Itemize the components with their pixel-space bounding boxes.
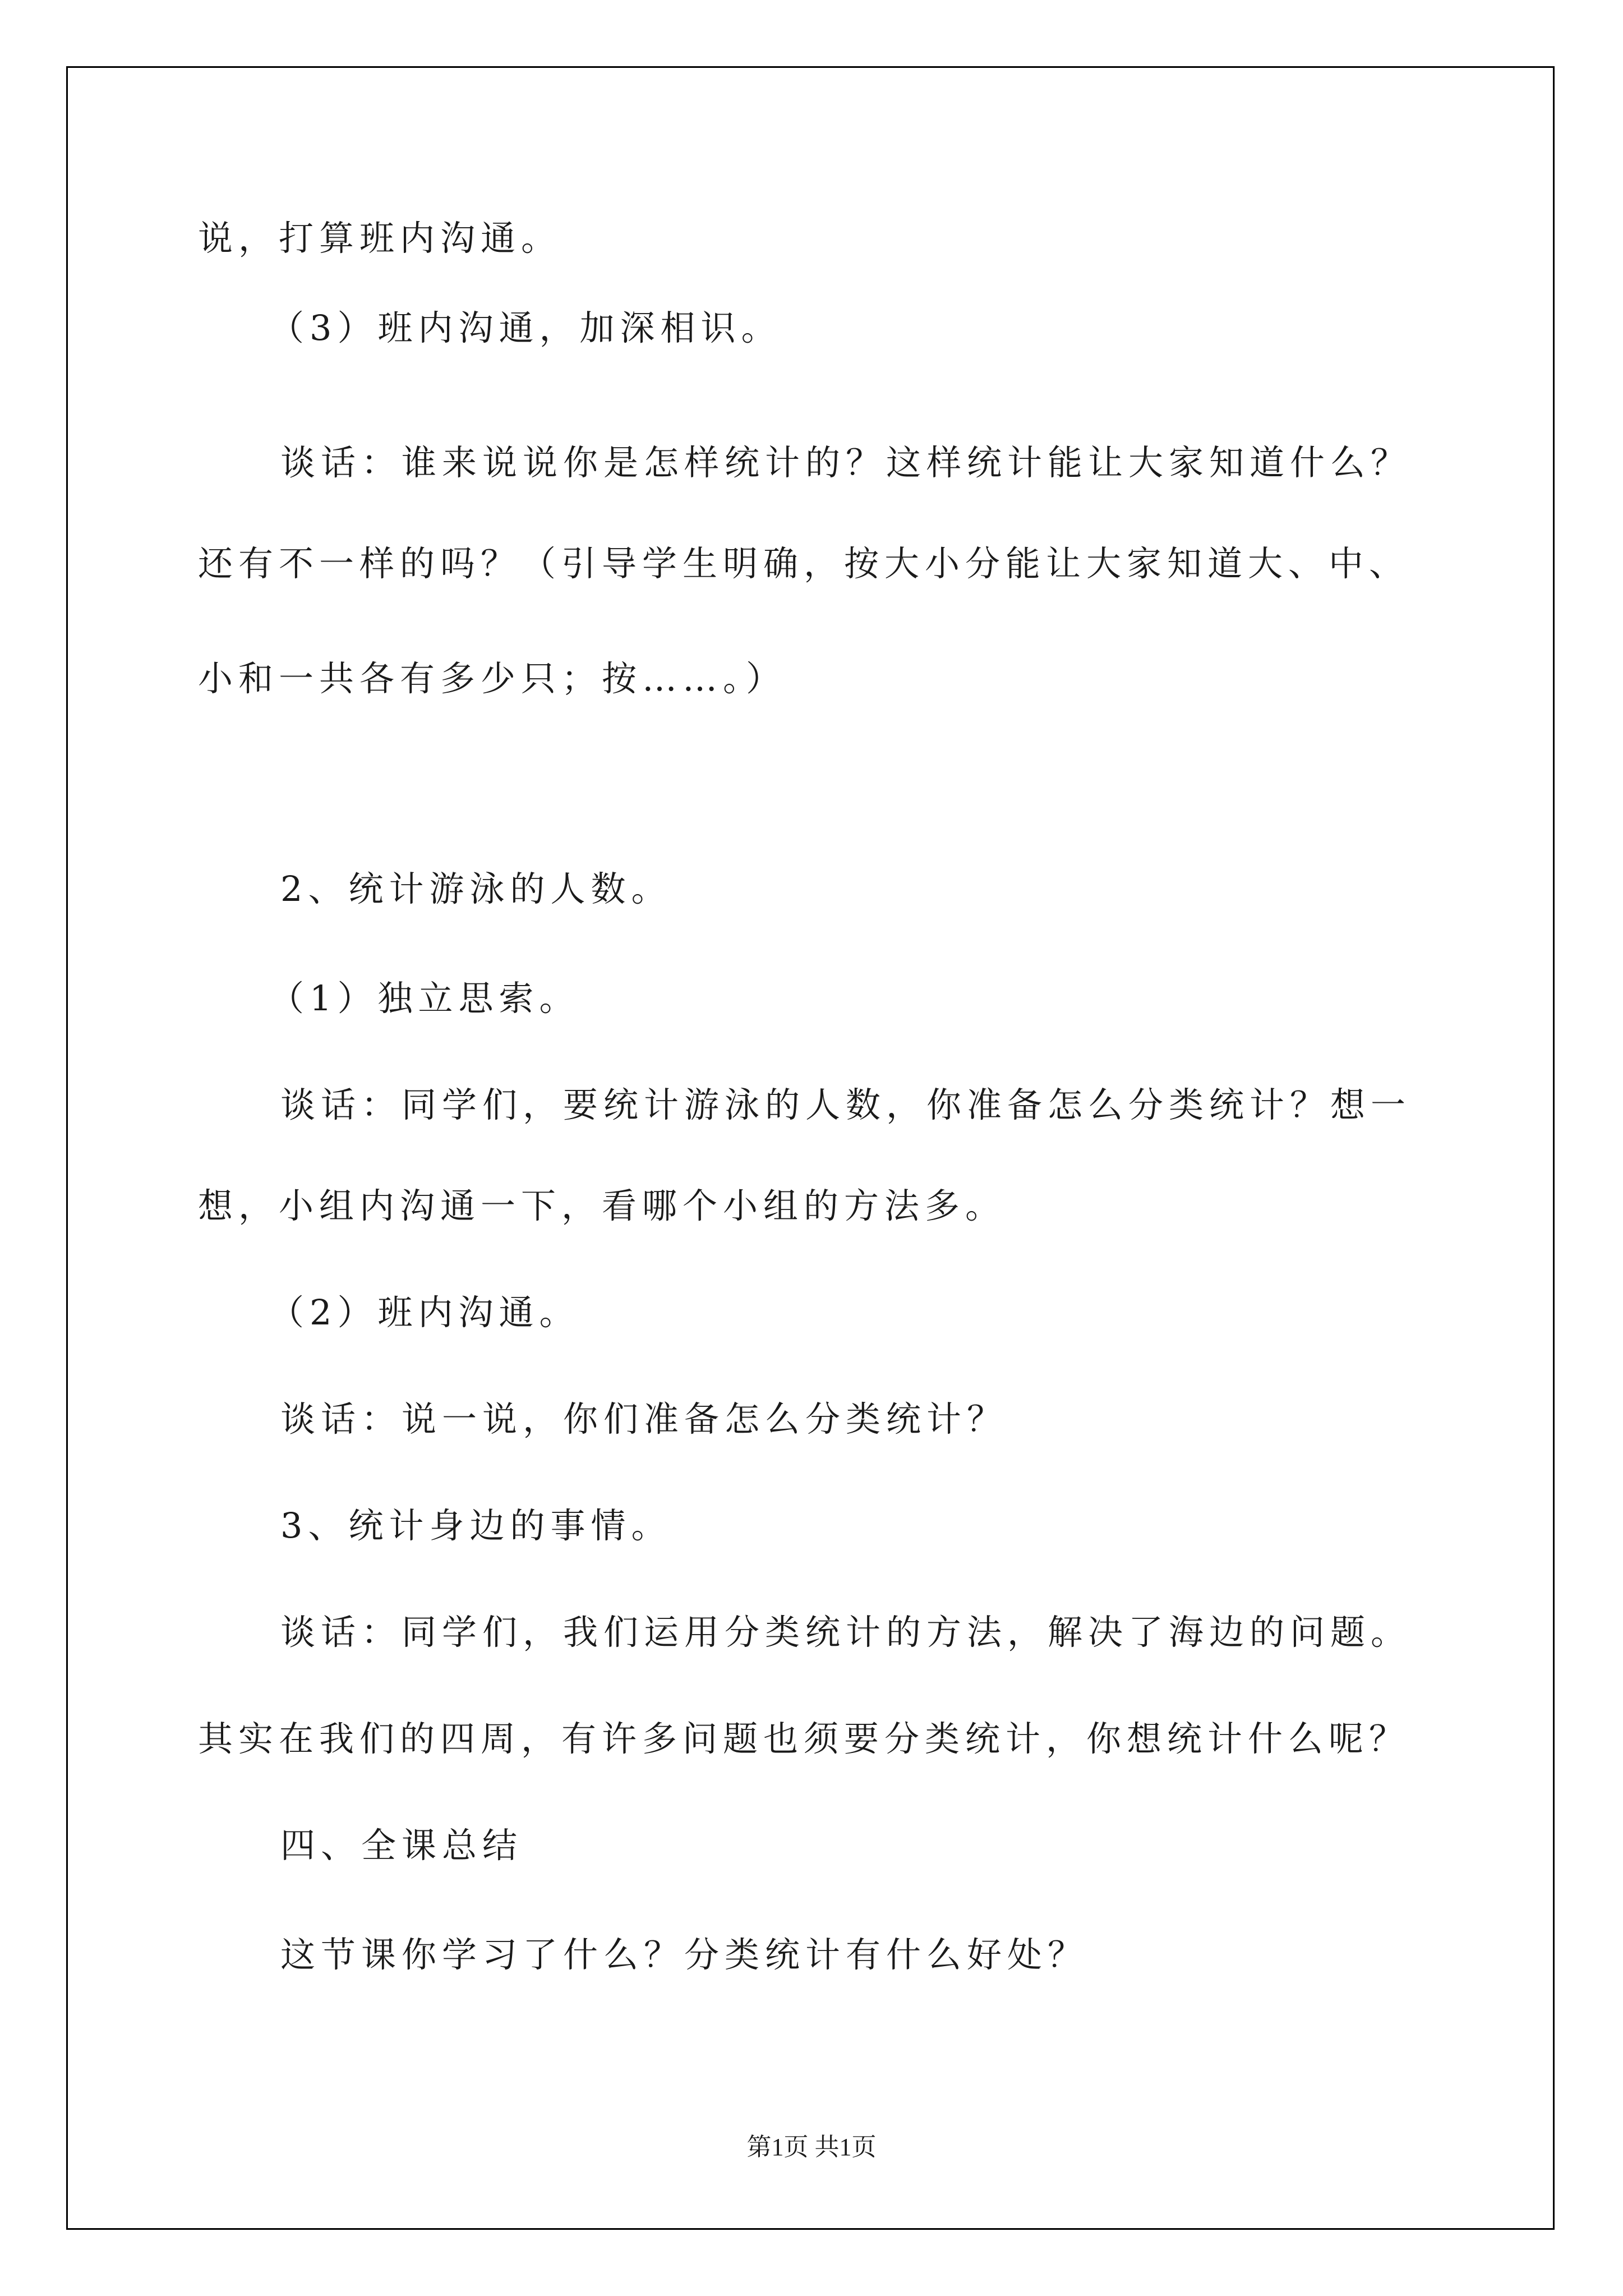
text-line: 还有不一样的吗？（引导学生明确，按大小分能让大家知道大、中、 xyxy=(198,543,1410,584)
text-line: 谈话：同学们，要统计游泳的人数，你准备怎么分类统计？想一 xyxy=(280,1084,1412,1125)
text-line: （1）独立思索。 xyxy=(269,978,580,1019)
text-line: 3、统计身边的事情。 xyxy=(280,1505,672,1546)
text-line: 谈话：同学们，我们运用分类统计的方法，解决了海边的问题。 xyxy=(280,1612,1412,1653)
text-line: 这节课你学习了什么？分类统计有什么好处？ xyxy=(280,1934,1089,1975)
text-line: （3）班内沟通，加深相识。 xyxy=(269,307,782,348)
text-line: 四、全课总结 xyxy=(280,1825,523,1866)
text-line: 谈话：谁来说说你是怎样统计的？这样统计能让大家知道什么？ xyxy=(280,442,1412,483)
text-line: 其实在我们的四周，有许多问题也须要分类统计，你想统计什么呢？ xyxy=(198,1718,1410,1759)
page-footer: 第1页 共1页 xyxy=(746,2133,877,2161)
text-line: 想，小组内沟通一下，看哪个小组的方法多。 xyxy=(198,1185,1006,1226)
text-line: 说，打算班内沟通。 xyxy=(198,218,562,259)
text-line: （2）班内沟通。 xyxy=(269,1292,580,1333)
page-border xyxy=(66,66,1555,2230)
text-line: 谈话：说一说，你们准备怎么分类统计？ xyxy=(280,1398,1008,1439)
text-line: 小和一共各有多少只；按……。） xyxy=(198,658,787,699)
text-line: 2、统计游泳的人数。 xyxy=(280,868,672,909)
